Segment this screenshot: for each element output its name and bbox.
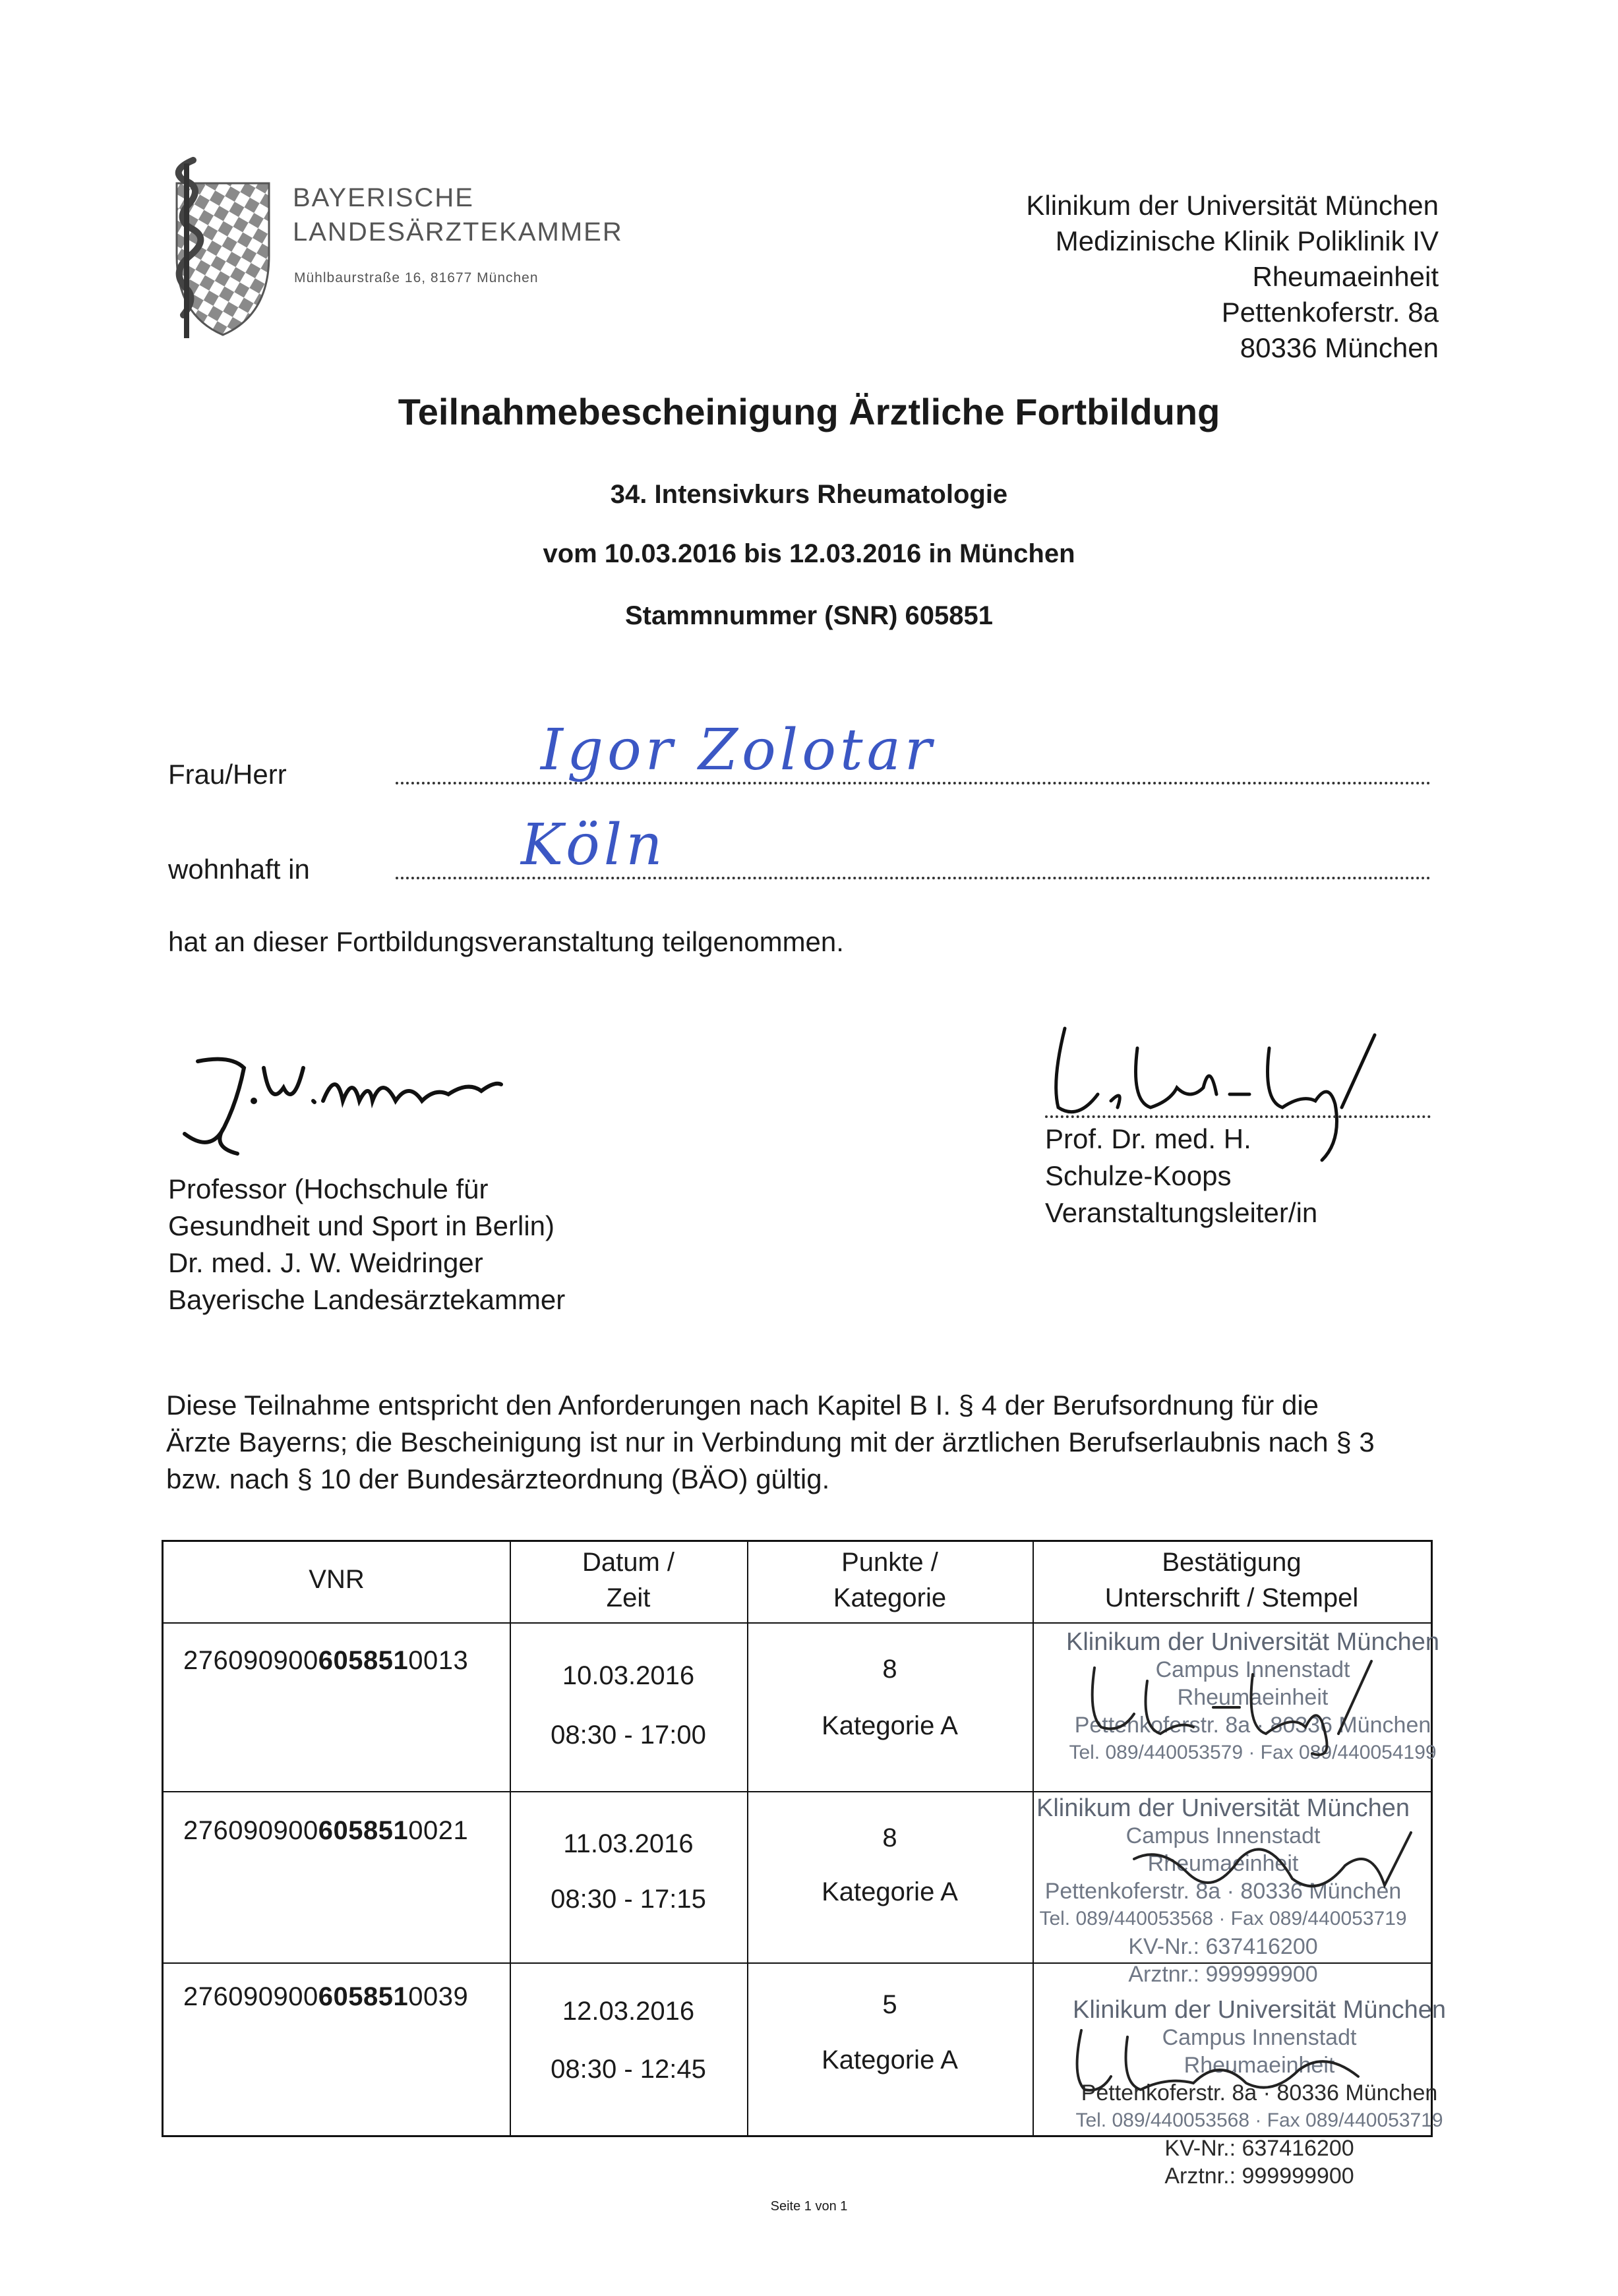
header-datum: [510, 1545, 747, 1616]
stamp-line: Rheumaeinheit: [1177, 1685, 1329, 1710]
course-snr: Stammnummer (SNR) 605851: [625, 601, 993, 630]
row-category: Kategorie A: [822, 1711, 958, 1740]
stamp-line: Campus Innenstadt: [1162, 2025, 1357, 2050]
page-footer: Seite 1 von 1: [770, 2199, 848, 2214]
participation-statement: hat an dieser Fortbildungsveranstaltung teilgenommen.: [168, 926, 844, 957]
recipient-line: 80336 München: [1240, 332, 1439, 363]
legal-notice-line: bzw. nach § 10 der Bundesärzteordnung (BÄO) gültig.: [166, 1463, 830, 1494]
right-signature-line: [1045, 1115, 1431, 1118]
recipient-line: Pettenkoferstr. 8a: [1221, 297, 1439, 328]
stamp-line: Campus Innenstadt: [1155, 1657, 1350, 1682]
stamp-line: Rheumaeinheit: [1147, 1851, 1299, 1876]
header-vnr: VNR: [309, 1565, 365, 1594]
left-signatory: [168, 1171, 565, 1318]
header-punkte-line: Kategorie: [833, 1583, 947, 1612]
stamp-line: Tel. 089/440053579 · Fax 089/440054199: [1069, 1742, 1437, 1763]
org-name-line-2: LANDESÄRZTEKAMMER: [293, 218, 623, 247]
stamp-line: Pettenkoferstr. 8a · 80336 München: [1044, 1879, 1402, 1904]
recipient-address: [1026, 188, 1439, 366]
participant-city-handwriting: Köln: [521, 812, 667, 878]
recipient-line: Rheumaeinheit: [1252, 261, 1439, 292]
left-signatory-line: Bayerische Landesärztekammer: [168, 1284, 566, 1315]
legal-notice: [166, 1387, 1375, 1498]
row-divider: [164, 1622, 1431, 1624]
org-address: Mühlbaurstraße 16, 81677 München: [294, 270, 539, 285]
table-row-punkte: [747, 1641, 1033, 1754]
row-category: Kategorie A: [822, 2046, 958, 2075]
stamp-line: Campus Innenstadt: [1125, 1823, 1321, 1848]
stamp-line: Tel. 089/440053568 · Fax 089/440053719: [1075, 2109, 1443, 2131]
course-name: 34. Intensivkurs Rheumatologie: [610, 480, 1008, 509]
stamp-line: KV-Nr.: 637416200: [1128, 1934, 1318, 1959]
name-label: Frau/Herr: [168, 759, 287, 790]
stamp-line: Rheumaeinheit: [1184, 2053, 1335, 2078]
stamp-line: Pettenkoferstr. 8a · 80336 München: [1081, 2080, 1438, 2105]
row-date: 11.03.2016: [563, 1829, 694, 1858]
legal-notice-line: Diese Teilnahme entspricht den Anforderungen nach Kapitel B I. § 4 der Berufsordnung für die: [166, 1390, 1319, 1421]
header-punkte: [747, 1545, 1033, 1616]
row-divider: [164, 1791, 1431, 1792]
stamp-line: Klinikum der Universität München: [1036, 1794, 1410, 1822]
org-name-line-1: BAYERISCHE: [293, 183, 474, 212]
table-row-punkte: [747, 1977, 1033, 2088]
course-dates: vom 10.03.2016 bis 12.03.2016 in München: [543, 539, 1075, 568]
weidringer-signature: [171, 1042, 514, 1160]
row-time: 08:30 - 17:00: [551, 1721, 706, 1750]
document-title: Teilnahmebescheinigung Ärztliche Fortbildung: [398, 391, 1220, 432]
header-punkte-line: Punkte /: [841, 1548, 938, 1577]
table-row-datum: [510, 1982, 747, 2098]
table-row-datum: [510, 1816, 747, 1927]
row-category: Kategorie A: [822, 1877, 958, 1906]
table-row-vnr: 2760909006058510013: [183, 1646, 469, 1675]
table-row-vnr: 2760909006058510039: [183, 1982, 469, 2011]
stamp-signature-2: [1121, 1819, 1424, 1925]
right-signatory-line: Veranstaltungsleiter/in: [1045, 1197, 1318, 1228]
stamp-line: Arztnr.: 999999900: [1128, 1962, 1318, 1987]
header-bestaetigung-line: Unterschrift / Stempel: [1104, 1583, 1359, 1612]
stamp-line: Pettenkoferstr. 8a · 80336 München: [1074, 1713, 1431, 1738]
stamp-line: Arztnr.: 999999900: [1164, 2164, 1354, 2189]
row-points: 5: [882, 1990, 897, 2019]
right-signatory-line: Schulze-Koops: [1045, 1160, 1232, 1191]
left-signatory-line: Gesundheit und Sport in Berlin): [168, 1210, 555, 1241]
header-datum-line: Zeit: [606, 1583, 651, 1612]
city-label: wohnhaft in: [168, 854, 310, 885]
stamp-signature-1: [1081, 1655, 1424, 1760]
table-row-punkte: [747, 1811, 1033, 1919]
right-signatory: [1045, 1121, 1317, 1231]
row-date: 10.03.2016: [562, 1661, 695, 1690]
stamp-signature-3: [1062, 2017, 1391, 2109]
header-bestaetigung-line: Bestätigung: [1162, 1548, 1302, 1577]
legal-notice-line: Ärzte Bayerns; die Bescheinigung ist nur in Verbindung mit der ärztlichen Berufserlaubnis nach § 3: [166, 1427, 1375, 1457]
table-row-datum: [510, 1646, 747, 1765]
row-points: 8: [882, 1823, 897, 1852]
header-datum-line: Datum /: [582, 1548, 675, 1577]
left-signatory-line: Professor (Hochschule für: [168, 1173, 489, 1204]
landesaerztekammer-logo-icon: [157, 157, 279, 341]
right-signatory-line: Prof. Dr. med. H.: [1045, 1123, 1251, 1154]
row-points: 8: [882, 1655, 897, 1684]
stamp-line: KV-Nr.: 637416200: [1164, 2136, 1354, 2161]
recipient-line: Klinikum der Universität München: [1026, 190, 1439, 221]
table-row-vnr: 2760909006058510021: [183, 1816, 469, 1845]
participant-name-handwriting: Igor Zolotar: [541, 717, 936, 783]
header-bestaetigung: [1033, 1545, 1431, 1616]
row-time: 08:30 - 17:15: [551, 1885, 706, 1914]
row-time: 08:30 - 12:45: [551, 2055, 706, 2084]
stamp-line: Klinikum der Universität München: [1065, 1628, 1439, 1656]
left-signatory-line: Dr. med. J. W. Weidringer: [168, 1247, 483, 1278]
recipient-line: Medizinische Klinik Poliklinik IV: [1055, 225, 1439, 256]
stamp-line: Klinikum der Universität München: [1072, 1996, 1446, 2024]
row-date: 12.03.2016: [562, 1997, 695, 2026]
stamp-line: Tel. 089/440053568 · Fax 089/440053719: [1039, 1908, 1407, 1929]
